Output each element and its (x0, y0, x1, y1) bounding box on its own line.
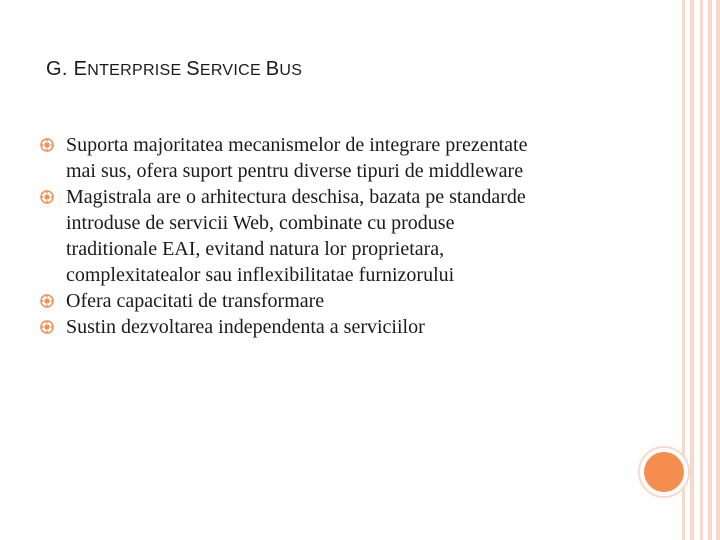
title-part: B (265, 58, 280, 80)
decorative-stripe (716, 0, 720, 540)
bullet-line: Sustin dezvoltarea independenta a serviciilor (66, 316, 425, 338)
bullet-item (40, 314, 640, 340)
sun-bullet-icon (40, 190, 54, 204)
bullet-line: Magistrala are o arhitectura deschisa, bazata pe standarde (66, 186, 526, 208)
decorative-circle-dot (644, 452, 684, 492)
title-part: S (186, 58, 200, 80)
sun-bullet-icon (40, 138, 54, 152)
title-part: US (279, 62, 303, 79)
sun-bullet-icon (40, 320, 54, 334)
bullet-line: complexitatealor sau inflexibilitatae furnizorului (66, 264, 455, 286)
bullet-line: introduse de servicii Web, combinate cu produse (66, 212, 455, 234)
bullet-item (40, 288, 640, 314)
bullet-list (40, 132, 640, 340)
bullet-item (40, 132, 640, 184)
bullet-line: traditionale EAI, evitand natura lor proprietara, (66, 238, 445, 260)
slide-title (46, 58, 302, 81)
title-part: NTERPRISE (87, 62, 187, 79)
decorative-stripe (700, 0, 703, 540)
sun-bullet-icon (40, 294, 54, 308)
bullet-item (40, 184, 640, 288)
title-part: G. E (46, 58, 88, 80)
bullet-line: mai sus, ofera suport pentru diverse tipuri de middleware (66, 160, 524, 182)
bullet-line: Ofera capacitati de transformare (66, 290, 325, 312)
bullet-line: Suporta majoritatea mecanismelor de integrare prezentate (66, 134, 528, 156)
decorative-stripe (690, 0, 694, 540)
title-part: ERVICE (199, 62, 266, 79)
decorative-stripe (708, 0, 712, 540)
